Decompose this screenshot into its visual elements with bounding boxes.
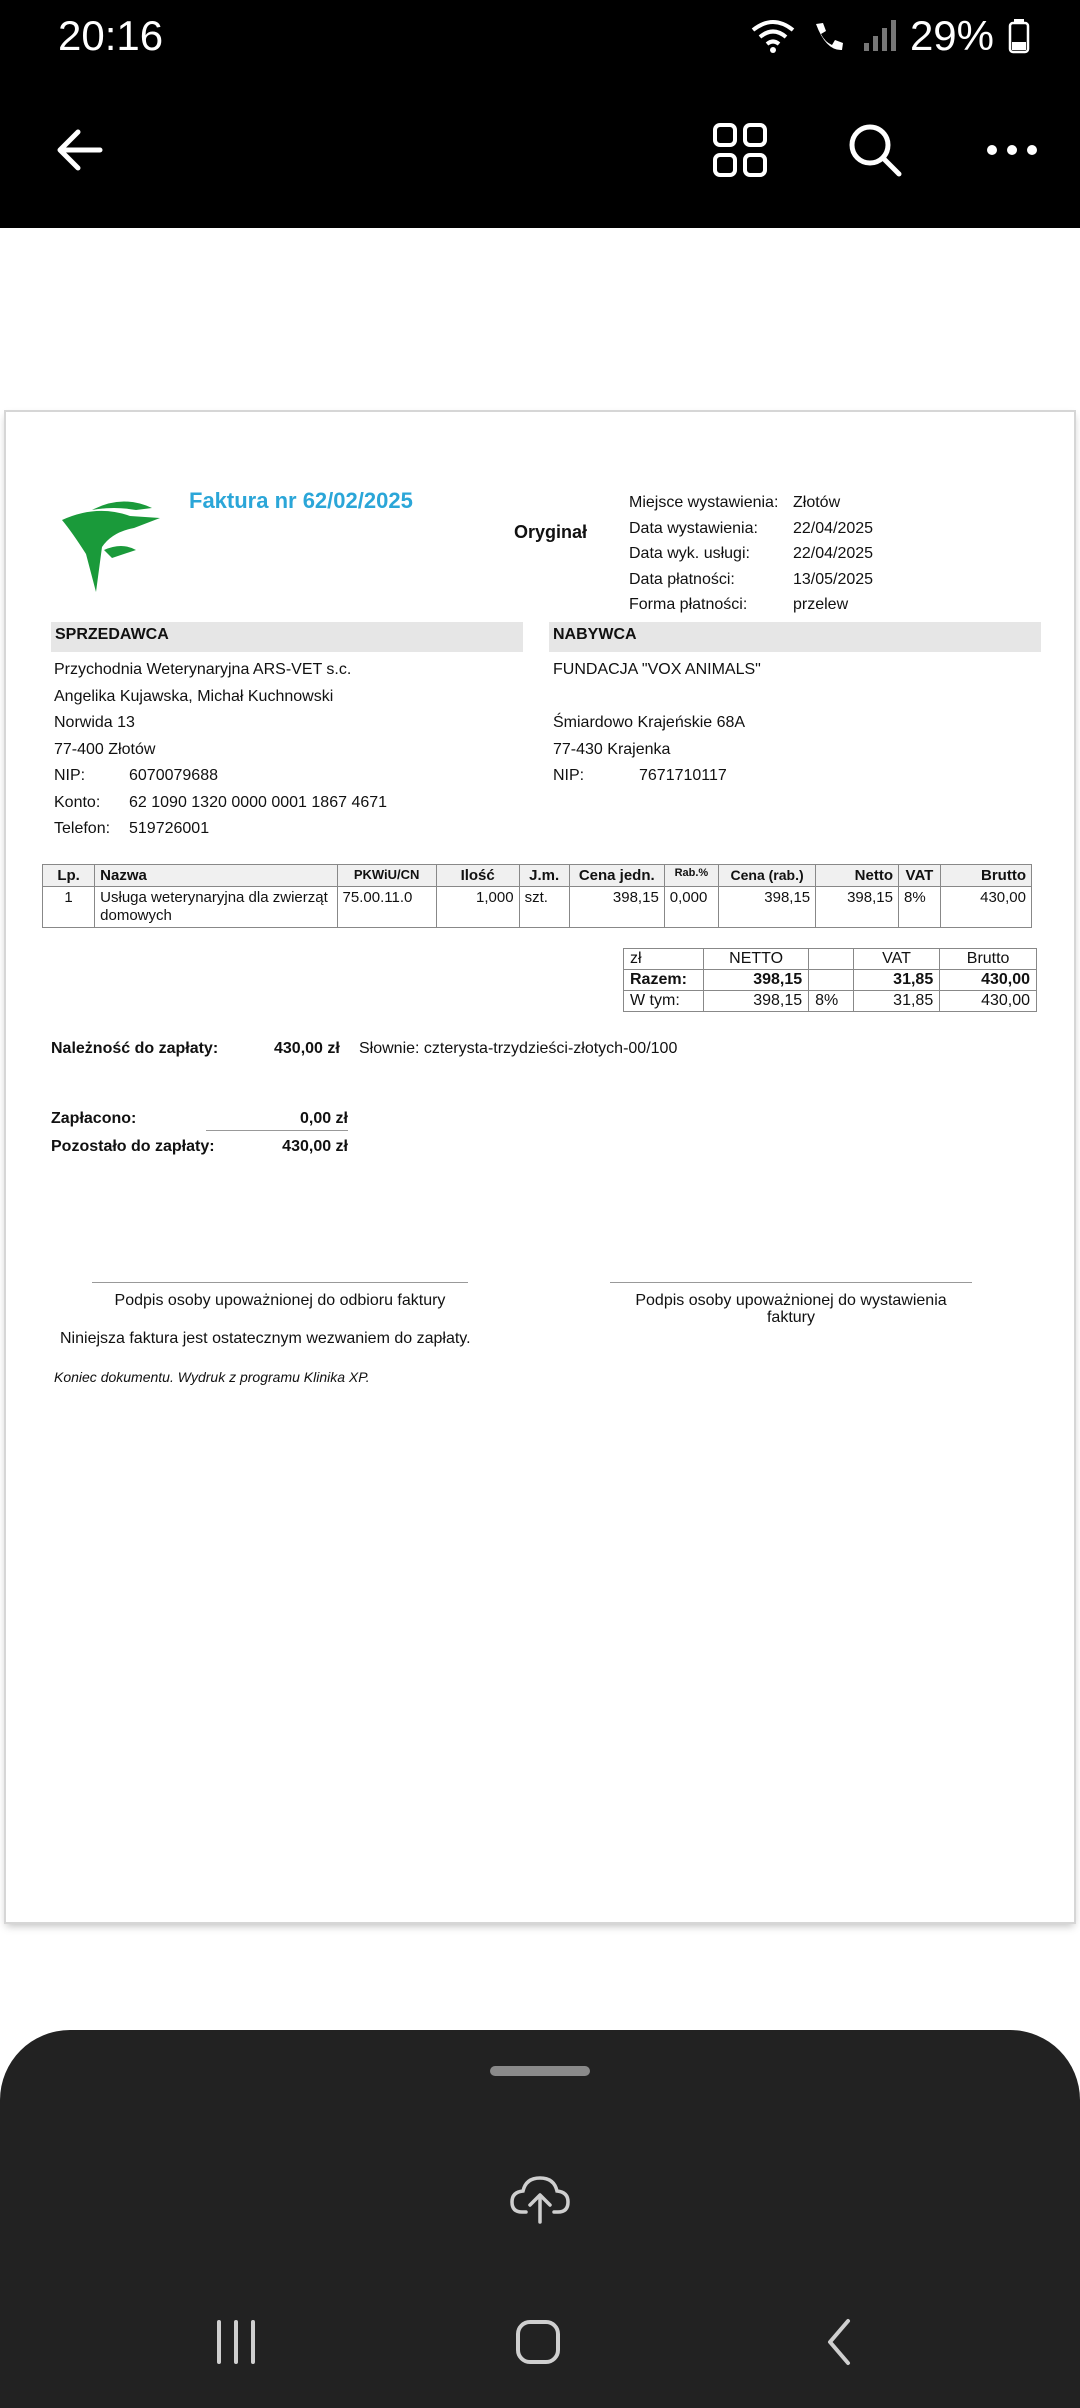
items-table xyxy=(42,864,1032,928)
meta-row xyxy=(629,567,873,593)
battery-icon xyxy=(1008,18,1030,54)
meta-label: Forma płatności: xyxy=(629,596,748,613)
col-cena-rab: Cena (rab.) xyxy=(719,865,816,887)
signal-icon xyxy=(862,19,896,53)
more-options-button[interactable] xyxy=(972,110,1052,190)
seller-nip: 6070079688 xyxy=(129,767,218,784)
seller-street: Norwida 13 xyxy=(54,714,135,731)
buyer-nip-label: NIP: xyxy=(553,767,585,784)
buyer-header: NABYWCA xyxy=(549,622,1041,652)
cell-brutto: 430,00 xyxy=(940,887,1031,928)
summary-header-row xyxy=(624,949,1037,970)
issuer-signature-label: Podpis osoby upoważnionej do wystawienia faktury xyxy=(635,1292,947,1326)
recents-button[interactable] xyxy=(196,2302,276,2382)
battery-percent: 29% xyxy=(909,12,994,59)
back-chevron-icon xyxy=(820,2317,860,2367)
meta-value: przelew xyxy=(793,596,849,613)
remaining-label: Pozostało do zapłaty: xyxy=(51,1138,215,1155)
copy-label: Oryginał xyxy=(514,522,588,542)
cell-pkwiu: 75.00.11.0 xyxy=(337,887,436,928)
seller-phone-label: Telefon: xyxy=(54,820,111,837)
sum-total-vat: 31,85 xyxy=(853,970,939,991)
cell-cena: 398,15 xyxy=(569,887,664,928)
seller-city: 77-400 Złotów xyxy=(54,740,156,758)
sum-sub-vat: 31,85 xyxy=(853,991,939,1012)
col-rab: Rab.% xyxy=(664,865,718,887)
buyer-block xyxy=(553,657,761,790)
vat-summary-table xyxy=(623,948,1037,1012)
receiver-signature-line xyxy=(92,1282,468,1283)
meta-value: 22/04/2025 xyxy=(793,519,874,537)
status-bar xyxy=(0,0,1080,72)
col-cena: Cena jedn. xyxy=(569,865,664,887)
sum-sub-rate: 8% xyxy=(809,991,854,1012)
col-brutto: Brutto xyxy=(940,865,1031,887)
toolbar xyxy=(0,72,1080,228)
invoice-title: Faktura nr 62/02/2025 xyxy=(189,488,413,513)
summary-total-row xyxy=(624,970,1037,991)
table-row xyxy=(43,887,1032,928)
seller-phone: 519726001 xyxy=(129,820,210,837)
grid-view-button[interactable] xyxy=(700,110,780,190)
issuer-signature-line xyxy=(610,1282,972,1283)
final-notice: Niniejsza faktura jest ostatecznym wezwaniem do zapłaty. xyxy=(60,1330,471,1347)
bottom-sheet xyxy=(0,2030,1080,2408)
col-jm: J.m. xyxy=(519,865,569,887)
sum-sub-netto: 398,15 xyxy=(704,991,809,1012)
sum-sub-brutto: 430,00 xyxy=(940,991,1037,1012)
cell-netto: 398,15 xyxy=(816,887,899,928)
col-nazwa: Nazwa xyxy=(95,865,337,887)
invoice-page[interactable] xyxy=(6,412,1074,1922)
col-lp: Lp. xyxy=(43,865,95,887)
wifi-icon xyxy=(750,18,796,54)
sum-h-netto: NETTO xyxy=(704,949,809,970)
recents-icon xyxy=(211,2319,261,2365)
nav-back-button[interactable] xyxy=(800,2302,880,2382)
sum-total-brutto: 430,00 xyxy=(940,970,1037,991)
seller-name: Przychodnia Weterynaryjna ARS-VET s.c. xyxy=(54,661,352,678)
cell-ilosc: 1,000 xyxy=(436,887,519,928)
buyer-nip: 7671710117 xyxy=(639,767,727,784)
cell-lp: 1 xyxy=(43,887,95,928)
seller-owners: Angelika Kujawska, Michał Kuchnowski xyxy=(54,687,334,705)
meta-row xyxy=(629,490,873,516)
sum-total-netto: 398,15 xyxy=(704,970,809,991)
wifi-call-icon xyxy=(810,18,848,54)
home-icon xyxy=(513,2317,563,2367)
col-netto: Netto xyxy=(816,865,899,887)
clinic-logo-icon xyxy=(52,492,172,597)
cell-vat: 8% xyxy=(898,887,940,928)
meta-label: Data wystawienia: xyxy=(629,519,758,537)
home-button[interactable] xyxy=(498,2302,578,2382)
invoice-meta xyxy=(629,490,873,618)
items-header-row xyxy=(43,865,1032,887)
grid-icon xyxy=(710,120,770,180)
meta-value: 22/04/2025 xyxy=(793,545,874,562)
paid-label: Zapłacono: xyxy=(51,1110,137,1127)
sum-h-brutto: Brutto xyxy=(940,949,1037,970)
col-vat: VAT xyxy=(898,865,940,887)
meta-row xyxy=(629,541,873,567)
paid-amount: 0,00 zł xyxy=(206,1110,348,1131)
cell-nazwa: Usługa weterynaryjna dla zwierząt domowych xyxy=(95,887,337,928)
sheet-drag-handle[interactable] xyxy=(490,2066,590,2076)
meta-label: Data wyk. usługi: xyxy=(629,545,750,562)
cell-jm: szt. xyxy=(519,887,569,928)
buyer-city: 77-430 Krajenka xyxy=(553,740,671,758)
col-pkwiu: PKWiU/CN xyxy=(337,865,436,887)
summary-sub-row xyxy=(624,991,1037,1012)
remaining-amount: 430,00 zł xyxy=(282,1138,348,1155)
sum-h-vat: VAT xyxy=(853,949,939,970)
meta-value: 13/05/2025 xyxy=(793,570,874,588)
seller-block xyxy=(54,657,387,843)
seller-header: SPRZEDAWCA xyxy=(51,622,523,652)
sum-h-rate xyxy=(809,949,854,970)
sum-total-label: Razem: xyxy=(624,970,704,991)
seller-account: 62 1090 1320 0000 0001 1867 4671 xyxy=(129,793,388,811)
seller-account-label: Konto: xyxy=(54,793,101,811)
upload-button[interactable] xyxy=(500,2158,580,2238)
buyer-street: Śmiardowo Krajeńskie 68A xyxy=(553,714,746,731)
col-ilosc: Ilość xyxy=(436,865,519,887)
search-button[interactable] xyxy=(835,110,915,190)
more-icon xyxy=(984,140,1040,160)
sum-sub-label: W tym: xyxy=(624,991,704,1012)
back-button[interactable] xyxy=(40,110,120,190)
status-time: 20:16 xyxy=(58,12,164,59)
due-label: Należność do zapłaty: xyxy=(51,1040,219,1057)
meta-row xyxy=(629,516,873,542)
seller-nip-label: NIP: xyxy=(54,767,86,784)
amount-in-words: Słownie: czterysta-trzydzieści-złotych-00/100 xyxy=(359,1040,678,1057)
meta-value: Złotów xyxy=(793,494,841,511)
buyer-name: FUNDACJA "VOX ANIMALS" xyxy=(553,661,761,678)
receiver-signature-label: Podpis osoby upoważnionej do odbioru faktury xyxy=(114,1292,446,1309)
sum-total-rate xyxy=(809,970,854,991)
cloud-upload-icon xyxy=(508,2170,572,2226)
cell-cena-rab: 398,15 xyxy=(719,887,816,928)
cell-rab: 0,000 xyxy=(664,887,718,928)
arrow-left-icon xyxy=(52,122,108,178)
meta-row xyxy=(629,592,873,618)
document-footer: Koniec dokumentu. Wydruk z programu Klinika XP. xyxy=(54,1369,370,1385)
meta-label: Miejsce wystawienia: xyxy=(629,494,779,511)
due-amount: 430,00 zł xyxy=(274,1040,340,1057)
search-icon xyxy=(845,120,905,180)
sum-h-currency: zł xyxy=(624,949,704,970)
meta-label: Data płatności: xyxy=(629,570,735,588)
